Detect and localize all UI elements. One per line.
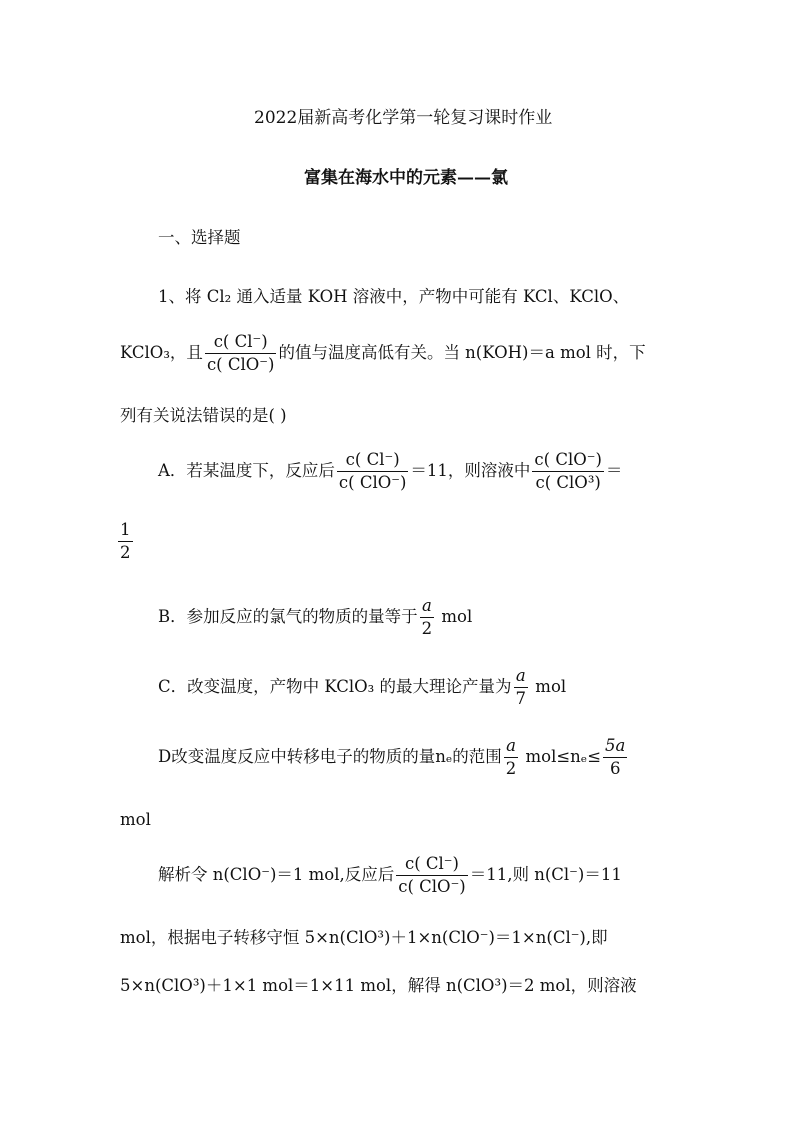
option-a-fraction-2 bbox=[532, 452, 604, 491]
option-c-prefix: C．改变温度，产物中 KClO₃ 的最大理论产量为 bbox=[158, 677, 512, 696]
option-a-middle: ＝11，则溶液中 bbox=[410, 461, 531, 480]
option-a-suffix: ＝ bbox=[605, 461, 623, 480]
question1-line2 bbox=[120, 334, 646, 373]
option-a-result-denominator: 2 bbox=[120, 542, 131, 562]
option-d-fraction-1-denominator: 2 bbox=[505, 758, 517, 778]
option-b-prefix: B．参加反应的氯气的物质的量等于 bbox=[158, 607, 418, 626]
option-a-fraction-2-denominator: c( ClO³) bbox=[535, 472, 601, 492]
analysis-line1 bbox=[158, 856, 622, 895]
analysis-line1-prefix: 解析令 n(ClO⁻)＝1 mol,反应后 bbox=[158, 865, 395, 884]
option-c bbox=[158, 668, 566, 707]
option-a-fraction-1 bbox=[337, 452, 409, 491]
option-c-denominator: 7 bbox=[515, 688, 527, 708]
section-heading: 一、选择题 bbox=[158, 228, 241, 247]
option-d bbox=[158, 738, 629, 777]
option-b bbox=[158, 598, 472, 637]
option-a-fraction-1-denominator: c( ClO⁻) bbox=[338, 472, 407, 492]
option-d-fraction-2-numerator: 5a bbox=[603, 738, 627, 758]
option-d-tail: mol bbox=[120, 810, 151, 829]
option-c-numerator: a bbox=[514, 668, 529, 688]
question1-line1: 1、将 Cl₂ 通入适量 KOH 溶液中，产物中可能有 KCl、KClO、 bbox=[158, 287, 630, 306]
option-d-fraction-1-numerator: a bbox=[504, 738, 519, 758]
option-a-prefix: A．若某温度下，反应后 bbox=[158, 461, 335, 480]
option-b-denominator: 2 bbox=[421, 618, 433, 638]
option-d-prefix: D改变温度反应中转移电子的物质的量nₑ的范围 bbox=[158, 747, 502, 766]
option-d-fraction-2-denominator: 6 bbox=[609, 758, 621, 778]
document-subtitle: 富集在海水中的元素——氯 bbox=[304, 168, 508, 188]
document-title: 2022届新高考化学第一轮复习课时作业 bbox=[254, 108, 553, 128]
option-b-suffix: mol bbox=[436, 607, 473, 626]
option-a-result-fraction bbox=[118, 522, 133, 561]
option-d-fraction-1 bbox=[504, 738, 519, 777]
question1-line2-suffix: 的值与温度高低有关。当 n(KOH)＝a mol 时，下 bbox=[278, 343, 646, 362]
option-c-fraction bbox=[514, 668, 529, 707]
option-a bbox=[158, 452, 622, 491]
option-b-numerator: a bbox=[420, 598, 435, 618]
option-a-fraction-2-numerator: c( ClO⁻) bbox=[532, 452, 604, 472]
question1-line2-prefix: KClO₃，且 bbox=[120, 343, 203, 362]
ratio-denominator: c( ClO⁻) bbox=[206, 354, 275, 374]
option-b-fraction bbox=[420, 598, 435, 637]
analysis-line2: mol，根据电子转移守恒 5×n(ClO³)＋1×n(ClO⁻)＝1×n(Cl⁻),即 bbox=[120, 928, 608, 947]
analysis-line1-suffix: ＝11,则 n(Cl⁻)＝11 bbox=[469, 865, 622, 884]
analysis-line3: 5×n(ClO³)＋1×1 mol＝1×11 mol，解得 n(ClO³)＝2 mol，则溶液 bbox=[120, 976, 637, 995]
option-d-middle: mol≤nₑ≤ bbox=[520, 747, 602, 766]
option-c-suffix: mol bbox=[530, 677, 567, 696]
option-a-result-numerator: 1 bbox=[118, 522, 133, 542]
option-a-fraction-1-numerator: c( Cl⁻) bbox=[337, 452, 409, 472]
option-a-result bbox=[116, 522, 135, 561]
question1-line3: 列有关说法错误的是( ) bbox=[120, 406, 287, 425]
option-d-fraction-2 bbox=[603, 738, 627, 777]
ratio-fraction bbox=[205, 334, 277, 373]
analysis-fraction-numerator: c( Cl⁻) bbox=[396, 856, 468, 876]
analysis-fraction bbox=[396, 856, 468, 895]
ratio-numerator: c( Cl⁻) bbox=[205, 334, 277, 354]
analysis-fraction-denominator: c( ClO⁻) bbox=[398, 876, 466, 896]
